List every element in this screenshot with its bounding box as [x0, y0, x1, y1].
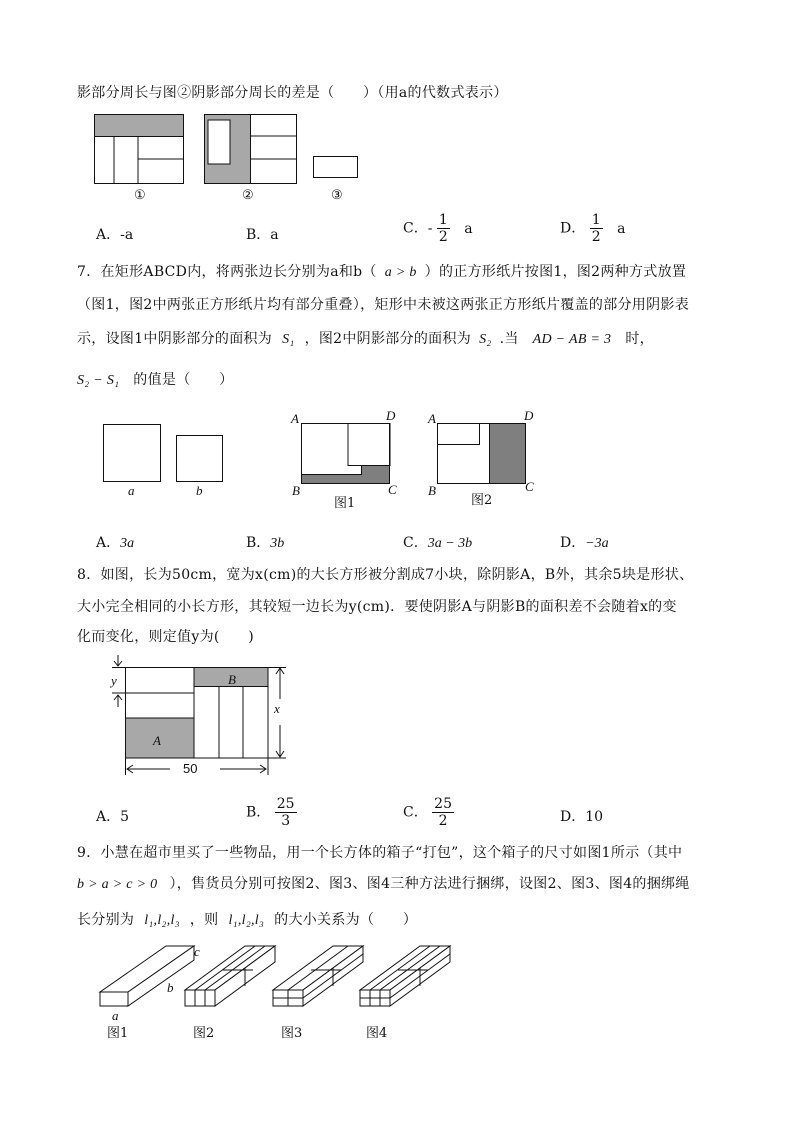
q8-text-line-1: 8．如图，长为50cm，宽为x(cm)的大长方形被分割成7小块，除阴影A，B外，其余5块是形状、	[77, 567, 694, 583]
q9-figure-3-box	[271, 942, 371, 1012]
q8-label-shade-b: B	[228, 672, 236, 687]
q7-figure-2	[437, 423, 529, 485]
q9-label-c: c	[194, 944, 200, 959]
q8-text-line-3: 化而变化，则定值y为( )	[77, 629, 255, 645]
q9-text-line-3: 长分别为 l₁,l₂,l₃ ，则 l₁,l₂,l₃ 的大小关系为（ ）	[77, 912, 418, 928]
q7-label-b: b	[196, 483, 203, 498]
q6-caption-3: ③	[331, 188, 343, 203]
q9-caption-3: 图3	[281, 1026, 303, 1041]
q8-option-d[interactable]: D．10	[560, 809, 604, 825]
q7-text-line-2: （图1，图2中两张正方形纸片均有部分重叠），矩形中未被这两张正方形纸片覆盖的部分用阴影表	[77, 297, 690, 313]
q7-fig2-caption: 图2	[471, 493, 493, 508]
q9-label-b: b	[167, 980, 174, 995]
q7-square-a	[103, 424, 163, 484]
q7-option-a[interactable]: A．3a	[96, 535, 135, 551]
q7-fig1-caption: 图1	[334, 496, 356, 511]
q8-option-a[interactable]: A．5	[96, 809, 130, 825]
q7-fig2-corner-a: A	[428, 411, 436, 426]
q7-text-line-4: S₂ − S₁ 的值是（ ）	[77, 372, 234, 388]
q8-label-shade-a: A	[153, 733, 161, 748]
q7-figure-1	[301, 423, 393, 485]
q6-figure-3	[313, 156, 361, 180]
q9-text-line-1: 9．小慧在超市里买了一些物品，用一个长方体的箱子“打包”，这个箱子的尺寸如图1所示（其中	[77, 845, 683, 861]
q7-fig2-corner-c: C	[525, 479, 534, 494]
q7-text-line-1: 7．在矩形ABCD内，将两张边长分别为a和b（ a > b ）的正方形纸片按图1，图2两种方式放置	[77, 264, 687, 280]
q6-option-d[interactable]: D． $\frac{1}{2}$ a	[560, 212, 626, 245]
q7-option-d[interactable]: D．−3a	[560, 535, 609, 551]
q8-label-width: 50	[183, 761, 198, 776]
q7-option-b[interactable]: B．3b	[246, 535, 285, 551]
q6-caption-1: ①	[134, 188, 146, 203]
q7-fig1-corner-c: C	[388, 482, 397, 497]
q6-option-a[interactable]: A．-a	[96, 227, 134, 243]
q8-label-x: x	[274, 701, 280, 716]
q7-fig1-corner-b: B	[292, 483, 300, 498]
q6-option-c[interactable]: C．- $\frac{1}{2}$ a	[403, 212, 473, 245]
q9-figure-2-box	[183, 942, 283, 1012]
q6-figure-2	[204, 114, 300, 186]
q9-caption-4: 图4	[366, 1026, 388, 1041]
q7-fig2-corner-d: D	[524, 408, 534, 423]
q9-caption-1: 图1	[107, 1026, 129, 1041]
q7-option-c[interactable]: C．3a − 3b	[403, 535, 473, 551]
q6-caption-2: ②	[242, 188, 254, 203]
q9-figure-4-box	[358, 942, 458, 1012]
q7-fig1-corner-a: A	[291, 411, 299, 426]
q7-label-a: a	[128, 483, 135, 498]
q8-option-c[interactable]: C． $\frac{25}{2}$	[403, 796, 452, 829]
q8-option-b[interactable]: B． $\frac{25}{3}$	[246, 796, 295, 829]
q9-text-line-2: b > a > c > 0 ），售货员分别可按图2、图3、图4三种方法进行捆绑，设图2、图3、图4的捆绑绳	[77, 876, 690, 892]
q7-square-b	[176, 435, 226, 483]
q9-label-a: a	[112, 1008, 119, 1023]
q6-figure-1	[94, 114, 186, 186]
q8-text-line-2: 大小完全相同的小长方形，其较短一边长为y(cm)．要使阴影A与阴影B的面积差不会随着x的变	[77, 599, 677, 615]
q8-label-y: y	[111, 673, 117, 688]
q6-option-b[interactable]: B．a	[246, 227, 279, 243]
q7-fig1-corner-d: D	[386, 408, 396, 423]
q7-text-line-3: 示，设图1中阴影部分的面积为 S₁ ，图2中阴影部分的面积为 S₂ .当 AD − AB = 3 时，	[77, 331, 654, 347]
q6-text-line: 影部分周长与图②阴影部分周长的差是（ ）（用a的代数式表示）	[77, 85, 508, 101]
q7-fig2-corner-b: B	[428, 483, 436, 498]
q9-caption-2: 图2	[193, 1026, 215, 1041]
q8-figure	[108, 655, 293, 780]
